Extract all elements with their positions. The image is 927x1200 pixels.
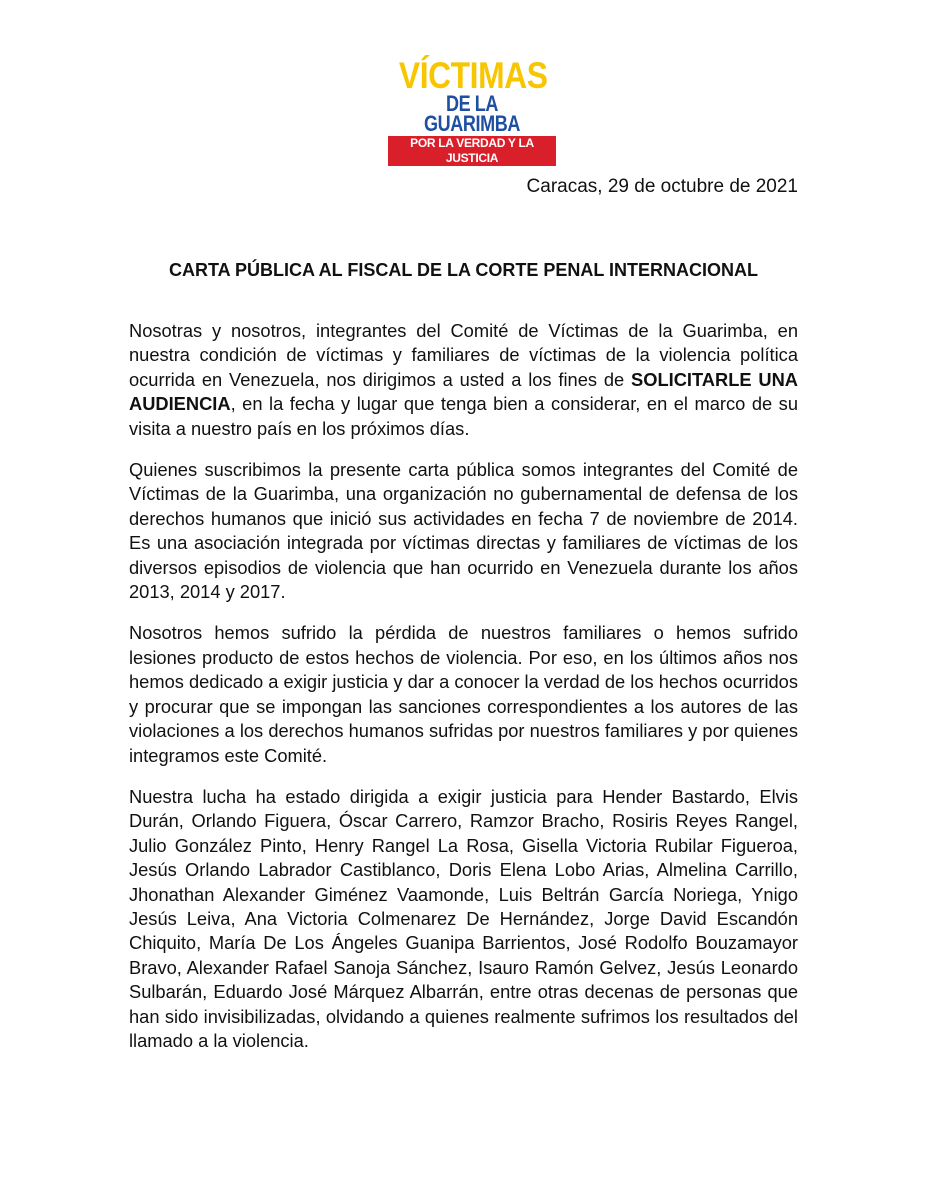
letter-title: CARTA PÚBLICA AL FISCAL DE LA CORTE PENAL INTERNACIONAL (169, 260, 758, 280)
paragraph-1 (129, 319, 798, 441)
paragraph-4: Nuestra lucha ha estado dirigida a exigir justicia para Hender Bastardo, Elvis Durán, Orlando Figuera, Óscar Carrero, Ramzor Bracho, Rosiris Reyes Rangel, Julio González Pinto, Henry Rangel La Rosa, Gisella Victoria Rubilar Figueroa, Jesús Orlando Labrador Castiblanco, Doris Elena Lobo Arias, Almelina Carrillo, Jhonathan Alexander Giménez Vaamonde, Luis Beltrán García Noriega, Ynigo Jesús Leiva, Ana Victoria Colmenarez De Hernández, Jorge David Escandón Chiquito, María De Los Ángeles Guanipa Barrientos, José Rodolfo Bouzamayor Bravo, Alexander Rafael Sanoja Sánchez, Isauro Ramón Gelvez, Jesús Leonardo Sulbarán, Eduardo José Márquez Albarrán, entre otras decenas de personas que han sido invisibilizadas, olvidando a quienes realmente sufrimos los resultados del llamado a la violencia. (129, 785, 798, 1051)
paragraph-1-request: SOLICITARLE UNA AUDIENCIA (129, 368, 799, 415)
organization-logo (387, 55, 557, 166)
logo-line-slogan: POR LA VERDAD Y LA JUSTICIA (388, 136, 556, 166)
paragraph-1-end: , en la fecha y lugar que tenga bien a considerar, en el marco de su visita a nuestro país en los próximos días. (129, 393, 798, 439)
logo-line-victimas: VÍCTIMAS (398, 55, 548, 96)
paragraph-1-intro: Nosotras y nosotros, integrantes del Comité de Víctimas de la Guarimba, en nuestra condición de víctimas y familiares de víctimas de la violencia política ocurrida en Venezuela, nos dirigimos a usted a los fines de (129, 320, 798, 390)
letter-date: Caracas, 29 de octubre de 2021 (526, 176, 798, 197)
logo-line-guarimba: DE LA GUARIMBA (424, 91, 520, 136)
paragraph-3: Nosotros hemos sufrido la pérdida de nuestros familiares o hemos sufrido lesiones producto de estos hechos de violencia. Por eso, en los últimos años nos hemos dedicado a exigir justicia y dar a conocer la verdad de los hechos ocurridos y procurar que se impongan las sanciones correspondientes a los autores de las violaciones a los derechos humanos sufridas por nuestros familiares y por quienes integramos este Comité. (129, 622, 798, 766)
paragraph-2: Quienes suscribimos la presente carta pública somos integrantes del Comité de Víctimas de la Guarimba, una organización no gubernamental de defensa de los derechos humanos que inició sus actividades en fecha 7 de noviembre de 2014. Es una asociación integrada por víctimas directas y familiares de víctimas de los diversos episodios de violencia que han ocurrido en Venezuela durante los años 2013, 2014 y 2017. (129, 459, 798, 603)
letter-body (129, 319, 798, 1070)
